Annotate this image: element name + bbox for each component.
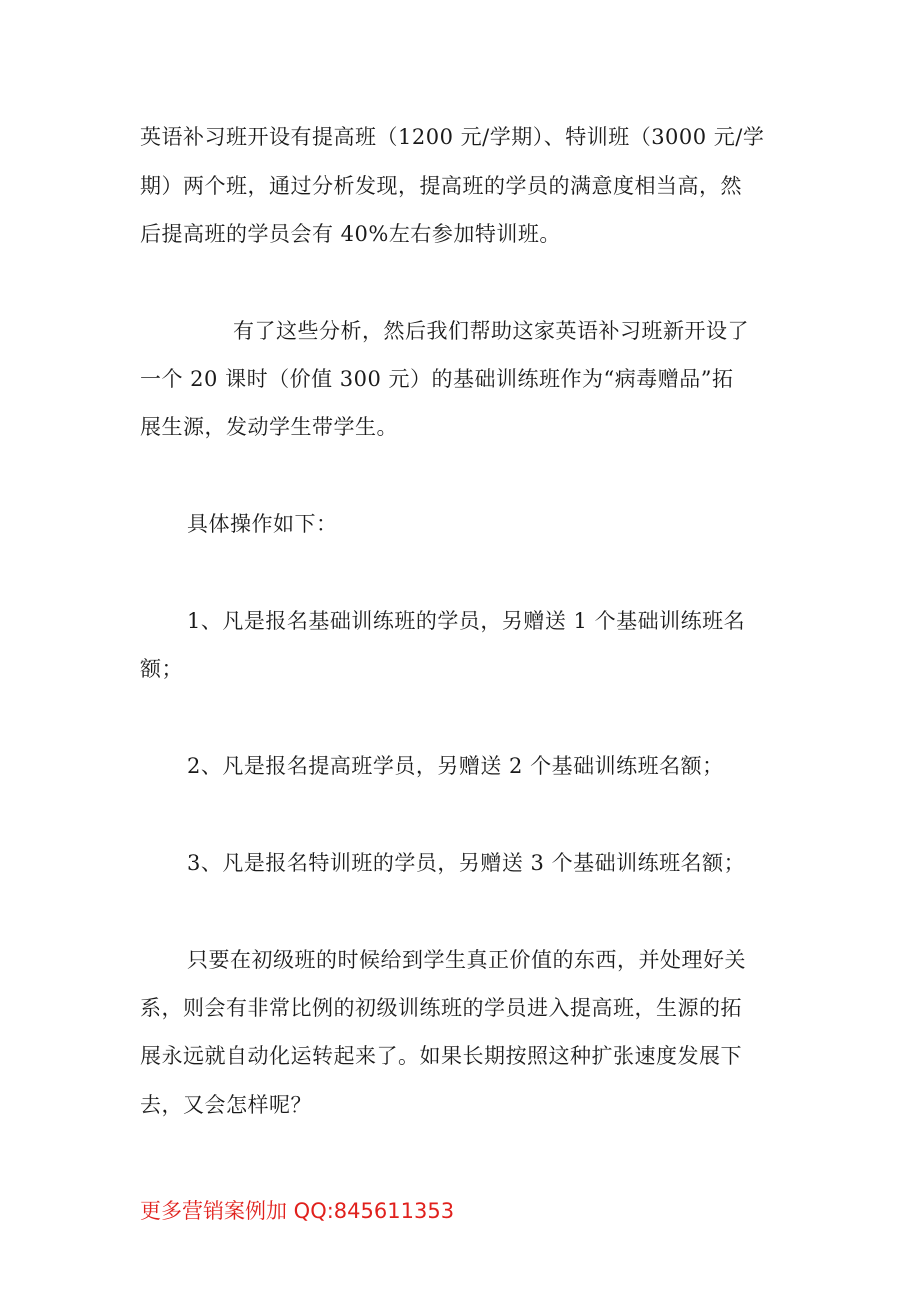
list-item-1-line-1: 1、凡是报名基础训练班的学员，另赠送 1 个基础训练班名 bbox=[187, 609, 746, 633]
paragraph-4-line-4: 去，又会怎样呢？ bbox=[140, 1093, 312, 1117]
paragraph-4-line-1: 只要在初级班的时候给到学生真正价值的东西，并处理好关 bbox=[187, 948, 746, 972]
paragraph-2-line-3: 展生源，发动学生带学生。 bbox=[140, 415, 398, 439]
paragraph-1-line-1: 英语补习班开设有提高班（1200 元/学期）、特训班（3000 元/学 bbox=[140, 125, 765, 149]
paragraph-2-line-1: 有了这些分析，然后我们帮助这家英语补习班新开设了 bbox=[233, 319, 749, 343]
paragraph-2-line-2: 一个 20 课时（价值 300 元）的基础训练班作为“病毒赠品”拓 bbox=[140, 367, 734, 391]
paragraph-3-line-1: 具体操作如下： bbox=[187, 512, 338, 536]
paragraph-4-line-3: 展永远就自动化运转起来了。如果长期按照这种扩张速度发展下 bbox=[140, 1044, 742, 1068]
paragraph-1-line-3: 后提高班的学员会有 40%左右参加特训班。 bbox=[140, 222, 561, 246]
footer-contact-text: 更多营销案例加 QQ:845611353 bbox=[140, 1199, 455, 1223]
list-item-2-line-1: 2、凡是报名提高班学员，另赠送 2 个基础训练班名额； bbox=[187, 754, 724, 778]
list-item-1-line-2: 额； bbox=[140, 657, 183, 681]
paragraph-1-line-2: 期）两个班，通过分析发现，提高班的学员的满意度相当高，然 bbox=[140, 174, 742, 198]
list-item-3-line-1: 3、凡是报名特训班的学员，另赠送 3 个基础训练班名额； bbox=[187, 851, 746, 875]
paragraph-4-line-2: 系，则会有非常比例的初级训练班的学员进入提高班，生源的拓 bbox=[140, 996, 742, 1020]
